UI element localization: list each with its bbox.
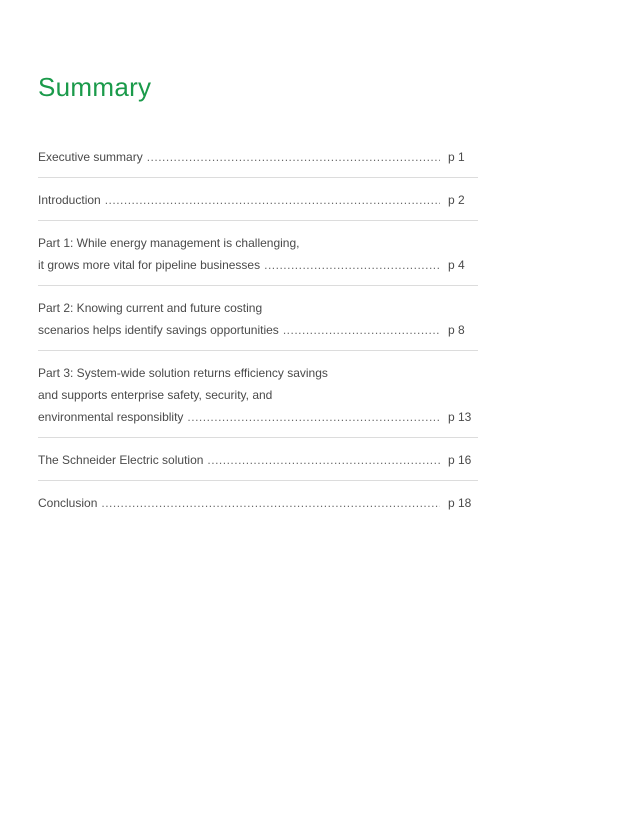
toc-entry-text: Conclusion <box>38 496 98 510</box>
toc-entry-text: Introduction <box>38 193 101 207</box>
dot-leader <box>207 449 440 471</box>
toc-line <box>38 362 478 384</box>
toc-entry-text: The Schneider Electric solution <box>38 453 204 467</box>
toc-page-number: p 8 <box>448 323 465 337</box>
toc-entry-text: it grows more vital for pipeline businesses <box>38 258 261 272</box>
toc-page-number: p 16 <box>448 453 472 467</box>
dot-leader <box>147 146 440 168</box>
toc-page-number: p 18 <box>448 496 472 510</box>
toc-entry-text: scenarios helps identify savings opportunities <box>38 323 279 337</box>
toc-entry-text: and supports enterprise safety, security, and <box>38 388 273 402</box>
toc-line <box>38 232 478 254</box>
toc-entry-part-1 <box>38 232 478 286</box>
toc-entry-text: Part 1: While energy management is challenging, <box>38 236 300 250</box>
toc-entry-executive-summary <box>38 146 478 178</box>
table-of-contents <box>38 146 478 534</box>
page-title: Summary <box>38 72 152 102</box>
toc-entry-schneider-solution <box>38 449 478 481</box>
toc-line <box>38 319 478 341</box>
toc-page-number: p 13 <box>448 410 472 424</box>
toc-entry-conclusion <box>38 492 478 523</box>
toc-line <box>38 297 478 319</box>
toc-line <box>38 449 478 471</box>
toc-entry-text: Part 2: Knowing current and future costing <box>38 301 263 315</box>
toc-entry-part-3 <box>38 362 478 438</box>
toc-line <box>38 189 478 211</box>
toc-line <box>38 146 478 168</box>
toc-line <box>38 384 478 406</box>
toc-entry-text: Part 3: System-wide solution returns efficiency savings <box>38 366 328 380</box>
toc-entry-text: environmental responsiblity <box>38 410 184 424</box>
dot-leader <box>187 406 440 428</box>
dot-leader <box>264 254 440 276</box>
toc-page-number: p 4 <box>448 258 465 272</box>
toc-entry-introduction <box>38 189 478 221</box>
toc-entry-text: Executive summary <box>38 150 143 164</box>
dot-leader <box>283 319 440 341</box>
toc-page-number: p 1 <box>448 150 465 164</box>
dot-leader <box>105 189 440 211</box>
dot-leader <box>101 492 440 514</box>
toc-line <box>38 406 478 428</box>
toc-entry-part-2 <box>38 297 478 351</box>
toc-line <box>38 254 478 276</box>
toc-page-number: p 2 <box>448 193 465 207</box>
toc-line <box>38 492 478 514</box>
